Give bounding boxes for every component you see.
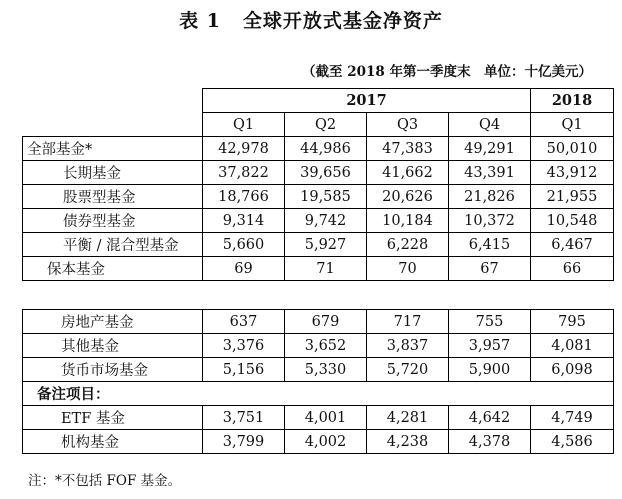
value-cell: 5,927 bbox=[285, 233, 367, 257]
year-2018-header: 2018 bbox=[531, 89, 614, 113]
value-cell: 50,010 bbox=[531, 137, 614, 161]
value-cell: 21,826 bbox=[449, 185, 531, 209]
value-cell: 6,467 bbox=[531, 233, 614, 257]
value-cell: 4,586 bbox=[531, 430, 614, 454]
value-cell: 43,912 bbox=[531, 161, 614, 185]
value-cell: 4,081 bbox=[531, 334, 614, 358]
value-cell: 70 bbox=[367, 257, 449, 281]
value-cell: 679 bbox=[285, 310, 367, 334]
value-cell: 69 bbox=[203, 257, 285, 281]
value-cell: 5,720 bbox=[367, 358, 449, 382]
net-assets-table-bottom bbox=[22, 309, 614, 454]
row-label: 货币市场基金 bbox=[23, 358, 203, 382]
value-cell: 4,281 bbox=[367, 406, 449, 430]
value-cell: 6,098 bbox=[531, 358, 614, 382]
row-label: 平衡 / 混合型基金 bbox=[23, 233, 203, 257]
row-label: 其他基金 bbox=[23, 334, 203, 358]
value-cell: 4,001 bbox=[285, 406, 367, 430]
value-cell: 3,957 bbox=[449, 334, 531, 358]
value-cell: 4,642 bbox=[449, 406, 531, 430]
table-subtitle: （截至 2018 年第一季度末 单位：十亿美元） bbox=[302, 64, 592, 80]
row-label: 债券型基金 bbox=[23, 209, 203, 233]
value-cell: 3,837 bbox=[367, 334, 449, 358]
value-cell: 6,415 bbox=[449, 233, 531, 257]
table-row bbox=[23, 310, 614, 334]
quarter-header: Q3 bbox=[367, 113, 449, 137]
value-cell: 43,391 bbox=[449, 161, 531, 185]
value-cell: 4,238 bbox=[367, 430, 449, 454]
row-label: 长期基金 bbox=[23, 161, 203, 185]
value-cell: 44,986 bbox=[285, 137, 367, 161]
row-label: ETF 基金 bbox=[23, 406, 203, 430]
value-cell: 5,156 bbox=[203, 358, 285, 382]
value-cell: 9,314 bbox=[203, 209, 285, 233]
value-cell: 9,742 bbox=[285, 209, 367, 233]
year-2017-header: 2017 bbox=[203, 89, 531, 113]
value-cell: 3,799 bbox=[203, 430, 285, 454]
table-number: 表 1 bbox=[179, 10, 221, 32]
table-row bbox=[23, 161, 614, 185]
value-cell: 3,652 bbox=[285, 334, 367, 358]
quarter-header: Q2 bbox=[285, 113, 367, 137]
value-cell: 47,383 bbox=[367, 137, 449, 161]
value-cell: 41,662 bbox=[367, 161, 449, 185]
value-cell: 42,978 bbox=[203, 137, 285, 161]
value-cell: 637 bbox=[203, 310, 285, 334]
net-assets-table-top bbox=[22, 88, 614, 281]
value-cell: 20,626 bbox=[367, 185, 449, 209]
value-cell: 4,749 bbox=[531, 406, 614, 430]
value-cell: 717 bbox=[367, 310, 449, 334]
row-label: 房地产基金 bbox=[23, 310, 203, 334]
value-cell: 3,376 bbox=[203, 334, 285, 358]
table-row bbox=[23, 334, 614, 358]
table-row bbox=[23, 358, 614, 382]
quarter-header: Q1 bbox=[203, 113, 285, 137]
row-label: 全部基金* bbox=[23, 137, 203, 161]
value-cell: 18,766 bbox=[203, 185, 285, 209]
value-cell: 4,378 bbox=[449, 430, 531, 454]
memo-header-row bbox=[23, 382, 614, 406]
table-row bbox=[23, 233, 614, 257]
value-cell: 37,822 bbox=[203, 161, 285, 185]
memo-label: 备注项目： bbox=[23, 382, 614, 406]
value-cell: 3,751 bbox=[203, 406, 285, 430]
table-row bbox=[23, 430, 614, 454]
table-row bbox=[23, 185, 614, 209]
value-cell: 4,002 bbox=[285, 430, 367, 454]
value-cell: 5,660 bbox=[203, 233, 285, 257]
value-cell: 66 bbox=[531, 257, 614, 281]
footnote: 注：*不包括 FOF 基金。 bbox=[28, 473, 182, 489]
row-label: 机构基金 bbox=[23, 430, 203, 454]
quarter-header: Q4 bbox=[449, 113, 531, 137]
header-year-row bbox=[23, 89, 614, 113]
value-cell: 5,900 bbox=[449, 358, 531, 382]
value-cell: 19,585 bbox=[285, 185, 367, 209]
value-cell: 6,228 bbox=[367, 233, 449, 257]
value-cell: 755 bbox=[449, 310, 531, 334]
table-title-text: 全球开放式基金净资产 bbox=[242, 10, 443, 32]
table-row bbox=[23, 209, 614, 233]
value-cell: 10,372 bbox=[449, 209, 531, 233]
value-cell: 71 bbox=[285, 257, 367, 281]
table-row bbox=[23, 137, 614, 161]
value-cell: 5,330 bbox=[285, 358, 367, 382]
table-row bbox=[23, 406, 614, 430]
value-cell: 795 bbox=[531, 310, 614, 334]
row-label: 股票型基金 bbox=[23, 185, 203, 209]
table-title bbox=[0, 6, 622, 33]
header-quarter-row bbox=[23, 113, 614, 137]
value-cell: 67 bbox=[449, 257, 531, 281]
table-row bbox=[23, 257, 614, 281]
value-cell: 10,184 bbox=[367, 209, 449, 233]
row-label: 保本基金 bbox=[23, 257, 203, 281]
value-cell: 10,548 bbox=[531, 209, 614, 233]
value-cell: 21,955 bbox=[531, 185, 614, 209]
quarter-header: Q1 bbox=[531, 113, 614, 137]
value-cell: 49,291 bbox=[449, 137, 531, 161]
value-cell: 39,656 bbox=[285, 161, 367, 185]
